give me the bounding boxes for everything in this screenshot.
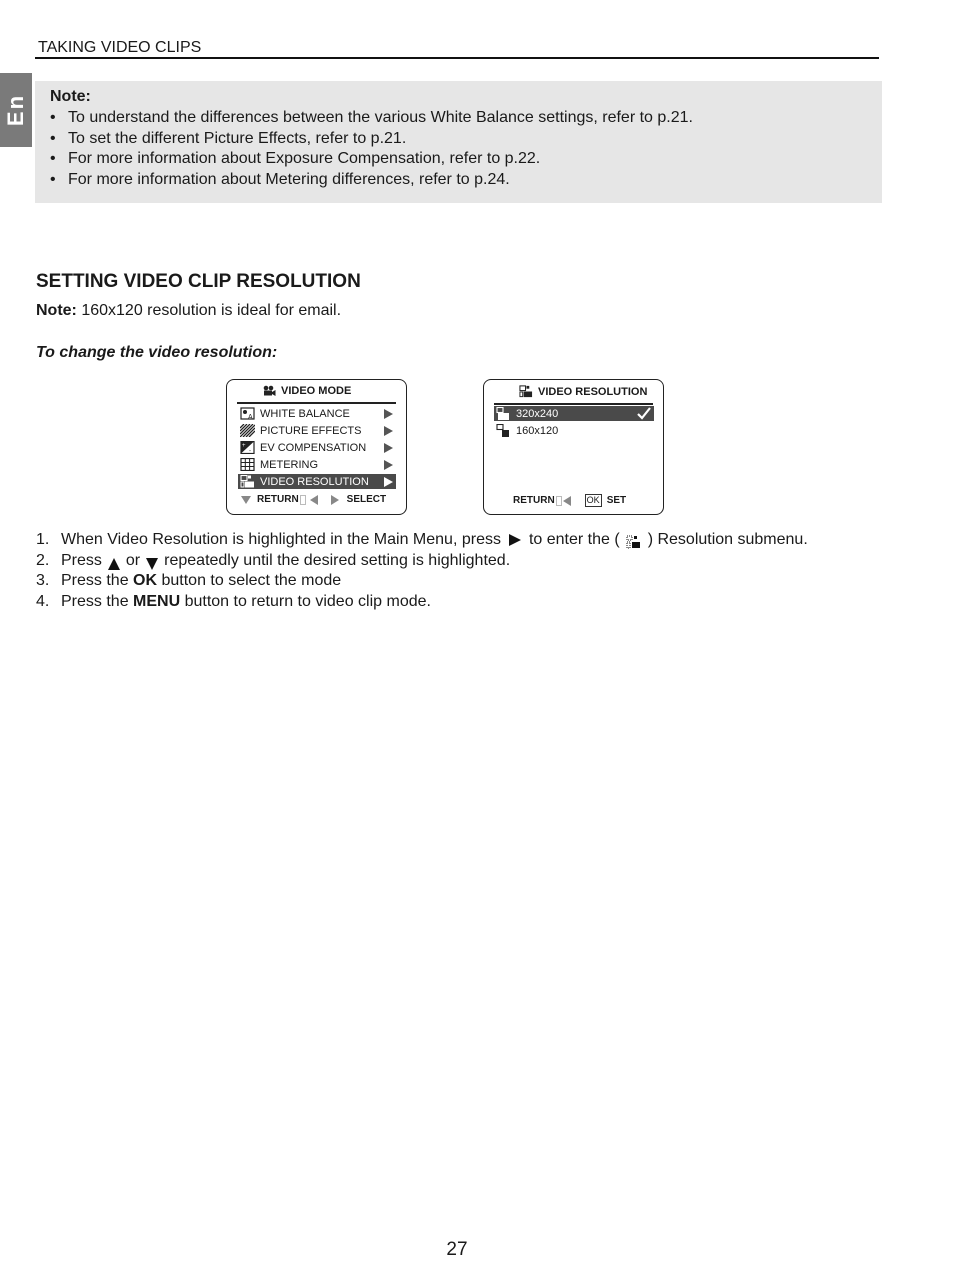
metering-icon <box>240 458 255 471</box>
step-3 <box>36 571 808 592</box>
left-arrow-icon <box>563 496 571 506</box>
step-number: 2. <box>36 551 50 569</box>
menu-item-video-resolution[interactable] <box>238 474 396 489</box>
menu-item-label: METERING <box>260 458 319 471</box>
step-text: button to select the mode <box>157 572 342 590</box>
menu-item-white-balance[interactable] <box>238 406 396 421</box>
language-tab-label: En <box>3 93 28 127</box>
step-4 <box>36 592 808 613</box>
svg-text:A: A <box>248 414 253 420</box>
movie-camera-icon <box>263 385 276 397</box>
right-arrow-icon <box>509 534 521 546</box>
video-resolution-footer <box>513 494 626 507</box>
step-text: or <box>125 551 141 569</box>
section-title: SETTING VIDEO CLIP RESOLUTION <box>36 271 361 292</box>
menu-item-metering[interactable] <box>238 457 396 472</box>
note-item: • For more information about Exposure Compensation, refer to p.22. <box>50 149 693 170</box>
svg-text:+: + <box>242 443 246 449</box>
resolution-320-icon <box>496 407 511 420</box>
note-item: • To set the different Picture Effects, refer to p.21. <box>50 129 693 150</box>
video-resolution-title-text: VIDEO RESOLUTION <box>538 385 648 398</box>
video-mode-screen <box>226 379 407 515</box>
note-title: Note: <box>50 88 91 105</box>
menu-key-label: MENU <box>133 593 181 611</box>
option-160x120[interactable] <box>494 423 654 438</box>
right-arrow-icon <box>331 495 339 505</box>
resolution-note-label: Note: <box>36 302 77 319</box>
submenu-arrow-icon <box>384 460 393 470</box>
separator-box <box>556 496 562 506</box>
video-resolution-icon <box>626 535 642 549</box>
menu-item-label: WHITE BALANCE <box>260 407 350 420</box>
step-text: button to return to video clip mode. <box>180 593 431 611</box>
video-mode-footer <box>241 494 386 505</box>
submenu-arrow-icon <box>384 477 393 487</box>
menu-item-label: EV COMPENSATION <box>260 441 367 454</box>
step-2 <box>36 551 808 572</box>
picture-effects-icon <box>240 424 255 437</box>
svg-text:-: - <box>249 448 251 454</box>
step-text: ) Resolution submenu. <box>647 531 808 548</box>
checkmark-icon <box>637 407 651 420</box>
page-number: 27 <box>446 1239 468 1260</box>
steps-list <box>36 530 808 613</box>
note-list <box>50 108 693 191</box>
menu-item-label: VIDEO RESOLUTION <box>260 475 369 488</box>
footer-set-label: SET <box>606 495 627 506</box>
video-mode-title <box>263 385 351 397</box>
menu-item-picture-effects[interactable] <box>238 423 396 438</box>
white-balance-icon <box>240 407 255 420</box>
submenu-arrow-icon <box>384 443 393 453</box>
option-320x240[interactable] <box>494 406 654 421</box>
resolution-note-text: 160x120 resolution is ideal for email. <box>76 302 342 319</box>
up-arrow-icon <box>108 558 120 570</box>
step-number: 3. <box>36 572 50 590</box>
language-tab <box>0 73 32 147</box>
procedure-heading: To change the video resolution: <box>36 344 278 361</box>
resolution-note <box>36 302 341 320</box>
ev-compensation-icon <box>240 441 255 454</box>
step-number: 1. <box>36 531 50 548</box>
footer-select-label: SELECT <box>346 494 387 505</box>
note-item: • For more information about Metering differences, refer to p.24. <box>50 170 693 191</box>
page-header: TAKING VIDEO CLIPS <box>38 39 202 56</box>
separator-box <box>300 495 306 505</box>
step-text: to enter the ( <box>528 531 620 548</box>
video-resolution-icon <box>240 475 255 488</box>
video-resolution-title <box>519 385 647 398</box>
option-label: 160x120 <box>516 424 559 437</box>
header-rule <box>35 57 879 59</box>
video-resolution-icon <box>519 385 533 398</box>
footer-return-label: RETURN <box>257 494 299 505</box>
step-text: Press <box>61 551 102 569</box>
step-number: 4. <box>36 593 50 611</box>
left-arrow-icon <box>310 495 318 505</box>
resolution-160-icon <box>496 424 511 437</box>
option-label: 320x240 <box>516 407 559 420</box>
screen-title-rule <box>494 403 653 405</box>
video-resolution-screen <box>483 379 664 515</box>
video-mode-title-text: VIDEO MODE <box>281 385 352 397</box>
down-arrow-icon <box>241 496 251 504</box>
ok-button-icon: OK <box>586 495 600 505</box>
menu-item-label: PICTURE EFFECTS <box>260 424 362 437</box>
step-1 <box>36 530 808 551</box>
step-text: When Video Resolution is highlighted in the Main Menu, press <box>61 531 501 548</box>
note-item: • To understand the differences between the various White Balance settings, refer to p.21. <box>50 108 693 129</box>
footer-return-label: RETURN <box>513 495 555 506</box>
ok-key-label: OK <box>133 572 158 590</box>
submenu-arrow-icon <box>384 426 393 436</box>
submenu-arrow-icon <box>384 409 393 419</box>
menu-item-ev-compensation[interactable] <box>238 440 396 455</box>
step-text: Press the <box>61 572 134 590</box>
screen-title-rule <box>237 402 396 404</box>
down-arrow-icon <box>146 558 158 570</box>
step-text: Press the <box>61 593 134 611</box>
step-text: repeatedly until the desired setting is highlighted. <box>164 551 511 569</box>
